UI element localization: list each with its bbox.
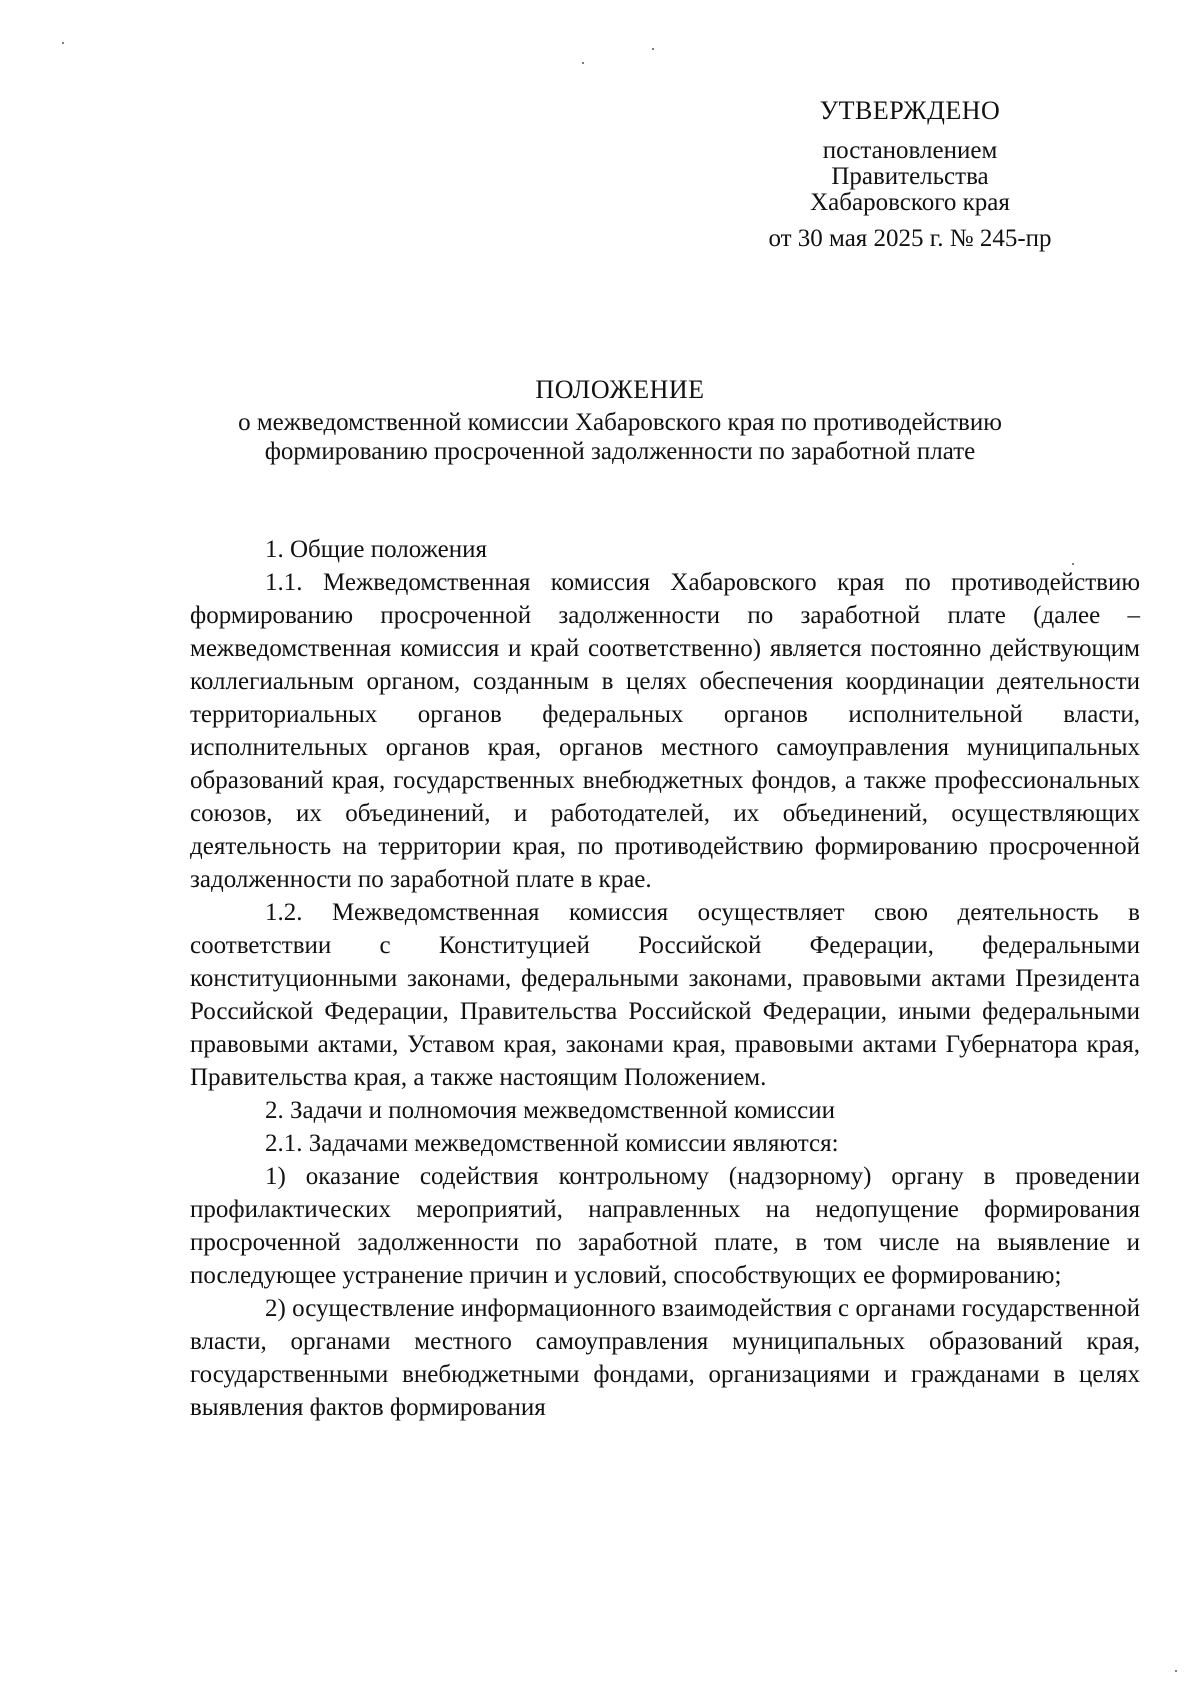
document-subtitle: о межведомственной комиссии Хабаровского края по противодействию bbox=[238, 409, 1002, 436]
scan-speck bbox=[652, 48, 654, 50]
document-subtitle: формированию просроченной задолженности по заработной плате bbox=[264, 438, 976, 465]
approval-line: Правительства bbox=[831, 163, 989, 190]
list-item: 1) оказание содействия контрольному (надзорному) органу в проведении профилактических мероприятий, направленных на недопущение формирования просроченной задолженности по заработной плате, в том числе на выявление и последующее устранение причин и условий, способствующих ее формированию; bbox=[190, 1163, 1140, 1289]
document-title: ПОЛОЖЕНИЕ bbox=[535, 375, 705, 404]
paragraph: 1.1. Межведомственная комиссия Хабаровского края по противодействию формированию просроченной задолженности по заработной плате (далее – межведомственная комиссия и край соответственно) является постоянно действующим коллегиальным органом, созданным в целях обеспечения координации деятельности территориальных органов федеральных органов исполнительной власти, исполнительных органов края, органов местного самоуправления муниципальных образований края, государственных внебюджетных фондов, а также профессиональных союзов, их объединений, и работодателей, их объединений, осуществляющих деятельность на территории края, по противодействию формированию просроченной задолженности по заработной плате в крае. bbox=[190, 569, 1140, 893]
paragraph: 1.2. Межведомственная комиссия осуществляет свою деятельность в соответствии с Конституцией Российской Федерации, федеральными конституционными законами, федеральными законами, правовыми актами Президента Российской Федерации, Правительства Российской Федерации, иными федеральными правовыми актами, Уставом края, законами края, правовыми актами Губернатора края, Правительства края, а также настоящим Положением. bbox=[190, 899, 1140, 1091]
document-body bbox=[190, 533, 1140, 1424]
scan-speck bbox=[582, 62, 584, 64]
document-title-block bbox=[180, 375, 1060, 466]
paragraph: 2.1. Задачами межведомственной комиссии являются: bbox=[265, 1130, 839, 1157]
approval-line: Хабаровского края bbox=[810, 189, 1010, 216]
scan-speck bbox=[62, 42, 64, 44]
scan-speck bbox=[1175, 1670, 1177, 1672]
list-item: 2) осуществление информационного взаимодействия с органами государственной власти, органами местного самоуправления муниципальных образований края, государственными внебюджетными фондами, организациями и гражданами в целях выявления фактов формирования bbox=[190, 1295, 1140, 1421]
approval-date: от 30 мая 2025 г. № 245-пр bbox=[768, 225, 1052, 252]
approval-stamp-block bbox=[745, 98, 1075, 252]
section-heading: 1. Общие положения bbox=[265, 536, 487, 563]
section-heading: 2. Задачи и полномочия межведомственной комиссии bbox=[265, 1097, 835, 1124]
approval-heading: УТВЕРЖДЕНО bbox=[819, 96, 1001, 125]
approval-line: постановлением bbox=[822, 137, 998, 164]
